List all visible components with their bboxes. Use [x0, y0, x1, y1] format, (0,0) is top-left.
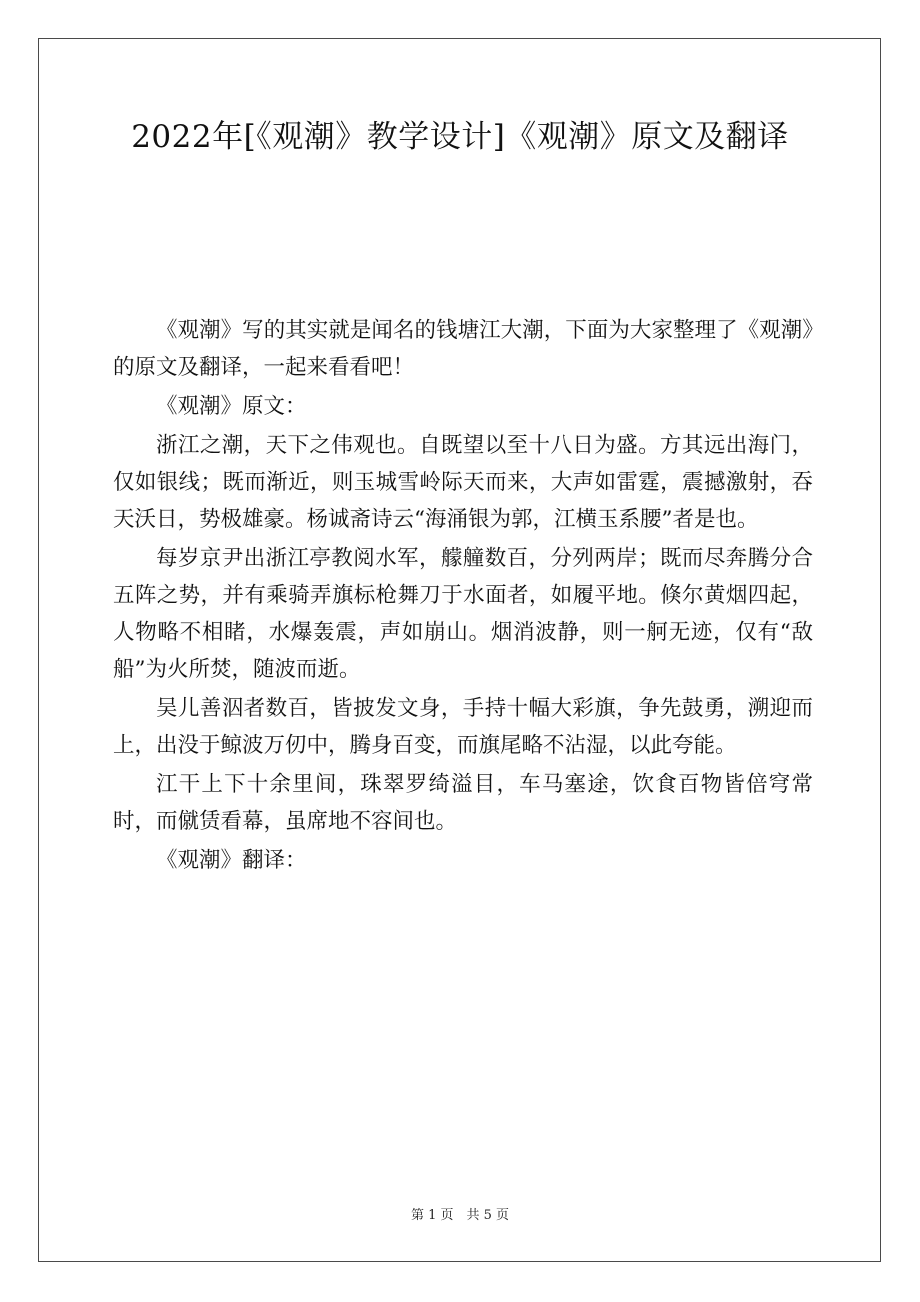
intro-paragraph: 《观潮》写的其实就是闻名的钱塘江大潮，下面为大家整理了《观潮》的原文及翻译，一起来看看吧！: [113, 318, 813, 380]
page-number: 第 1 页 共 5 页: [410, 1208, 510, 1223]
original-paragraph-3: 吴儿善泅者数百，皆披发文身，手持十幅大彩旗，争先鼓勇，溯迎而上，出没于鲸波万仞中，腾身百变，而旗尾略不沾湿，以此夸能。: [113, 696, 813, 758]
document-title: 2022年[《观潮》教学设计]《观潮》原文及翻译: [131, 119, 789, 155]
translation-heading: 《观潮》翻译：: [156, 848, 307, 873]
original-paragraph-2: 每岁京尹出浙江亭教阅水军，艨艟数百，分列两岸；既而尽奔腾分合五阵之势，并有乘骑弄旗标枪舞刀于水面者，如履平地。倏尔黄烟四起，人物略不相睹，水爆轰震，声如崩山。烟消波静，则一舸无迹，仅有“敌船”为火所焚，随波而逝。: [113, 546, 813, 682]
document-body: [113, 312, 813, 881]
original-text-heading: 《观潮》原文：: [156, 394, 307, 419]
original-paragraph-4: 江干上下十余里间，珠翠罗绮溢目，车马塞途，饮食百物皆倍穹常时，而僦赁看幕，虽席地不容间也。: [113, 772, 813, 834]
original-paragraph-1: 浙江之潮，天下之伟观也。自既望以至十八日为盛。方其远出海门，仅如银线；既而渐近，则玉城雪岭际天而来，大声如雷霆，震撼激射，吞天沃日，势极雄豪。杨诚斋诗云“海涌银为郭，江横玉系腰”者是也。: [113, 433, 813, 532]
